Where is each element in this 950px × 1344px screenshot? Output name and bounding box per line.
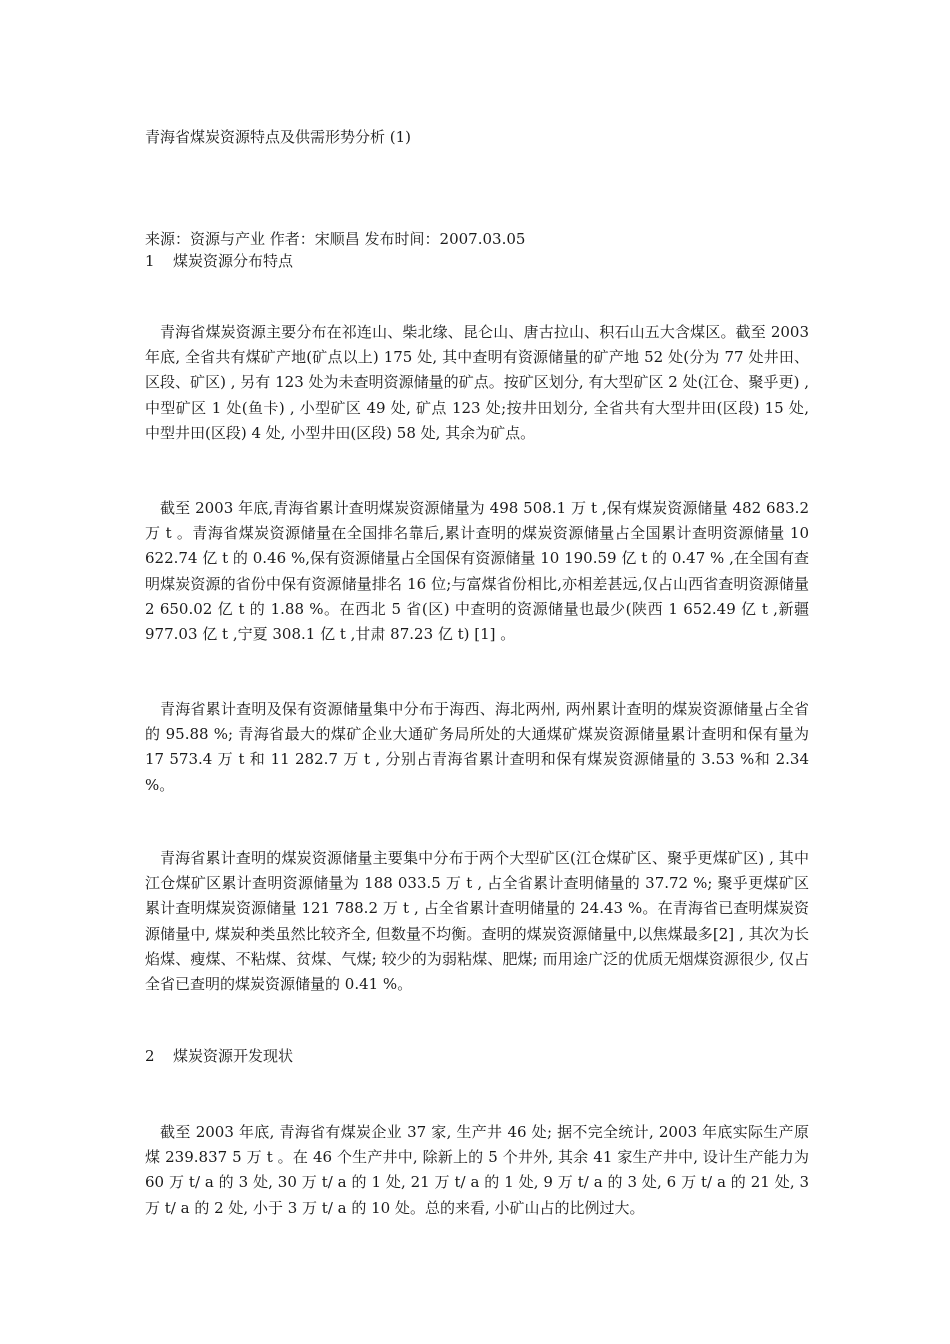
paragraph: 青海省累计查明的煤炭资源储量主要集中分布于两个大型矿区(江仓煤矿区、聚乎更煤矿区) , 其中江仓煤矿区累计查明资源储量为 188 033.5 万 t , 占全省累计查明储量的 37.72 %; 聚乎更煤矿区累计查明煤炭资源储量 121 788.2 万 t , 占全省累计查明储量的 24.43 %。在青海省已查明煤炭资源储量中, 煤炭种类虽然比较齐全, 但数量不均衡。查明的煤炭资源储量中,以焦煤最多[2] , 其次为长焰煤、瘦煤、不粘煤、贫煤、气煤; 较少的为弱粘煤、肥煤; 而用途广泛的优质无烟煤资源很少, 仅占全省已查明的煤炭资源储量的 0.41 %。 <box>145 849 809 994</box>
paragraph: 截至 2003 年底,青海省累计查明煤炭资源储量为 498 508.1 万 t ,保有煤炭资源储量 482 683.2 万 t 。青海省煤炭资源储量在全国排名靠后,累计查明的煤炭资源储量占全国累计查明资源储量 10 622.74 亿 t 的 0.46 %,保有资源储量占全国保有资源储量 10 190.59 亿 t 的 0.47 % ,在全国有查明煤炭资源的省份中保有资源储量排名 16 位;与富煤省份相比,亦相差甚远,仅占山西省查明资源储量 2 650.02 亿 t 的 1.88 %。在西北 5 省(区) 中查明的资源储量也最少(陕西 1 652.49 亿 t ,新疆 977.03 亿 t ,宁夏 308.1 亿 t ,甘肃 87.23 亿 t) [1] 。 <box>145 499 809 644</box>
section-heading-text: 煤炭资源分布特点 <box>173 252 294 270</box>
source-author-date-line: 来源：资源与产业 作者：宋顺昌 发布时间：2007.03.05 <box>145 230 526 248</box>
paragraph: 截至 2003 年底, 青海省有煤炭企业 37 家, 生产井 46 处; 据不完全统计, 2003 年底实际生产原煤 239.837 5 万 t 。在 46 个生产井中, 除新上的 5 个井外, 其余 41 家生产井中, 设计生产能力为 60 万 t/ a 的 3 处, 30 万 t/ a 的 1 处, 21 万 t/ a 的 1 处, 9 万 t/ a 的 3 处, 6 万 t/ a 的 21 处, 3 万 t/ a 的 2 处, 小于 3 万 t/ a 的 10 处。总的来看, 小矿山占的比例过大。 <box>145 1123 809 1217</box>
paragraph: 青海省累计查明及保有资源储量集中分布于海西、海北两州, 两州累计查明的煤炭资源储量占全省的 95.88 %; 青海省最大的煤矿企业大通矿务局所处的大通煤矿煤炭资源储量累计查明和保有量为 17 573.4 万 t 和 11 282.7 万 t , 分别占青海省累计查明和保有煤炭资源储量的 3.53 %和 2.34 %。 <box>145 700 809 794</box>
section-heading-text: 煤炭资源开发现状 <box>173 1047 294 1065</box>
section-heading-1 <box>145 250 293 272</box>
section-number: 2 <box>145 1047 155 1065</box>
section-heading-2 <box>145 1045 293 1067</box>
document-title: 青海省煤炭资源特点及供需形势分析 (1) <box>145 128 412 146</box>
section-number: 1 <box>145 252 155 270</box>
paragraph: 青海省煤炭资源主要分布在祁连山、柴北缘、昆仑山、唐古拉山、积石山五大含煤区。截至 2003 年底, 全省共有煤矿产地(矿点以上) 175 处, 其中查明有资源储量的矿产地 52 处(分为 77 处井田、区段、矿区) , 另有 123 处为未查明资源储量的矿点。按矿区划分, 有大型矿区 2 处(江仓、聚乎更) , 中型矿区 1 处(鱼卡) , 小型矿区 49 处, 矿点 123 处;按井田划分, 全省共有大型井田(区段) 15 处, 中型井田(区段) 4 处, 小型井田(区段) 58 处, 其余为矿点。 <box>145 323 809 442</box>
